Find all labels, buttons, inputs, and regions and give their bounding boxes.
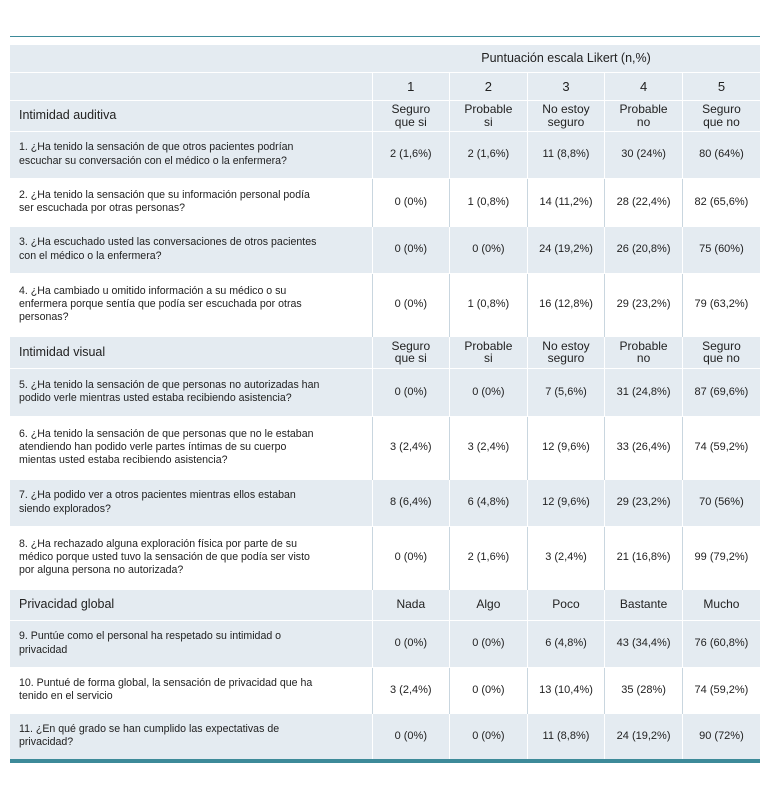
response-value: 8 (6,4%): [372, 479, 450, 526]
response-value: 3 (2,4%): [372, 416, 450, 479]
response-value: 30 (24%): [605, 131, 683, 178]
response-value: 26 (20,8%): [605, 226, 683, 273]
scale-label-line: Nada: [396, 597, 426, 612]
scale-label: [605, 589, 683, 620]
response-value: 2 (1,6%): [450, 526, 528, 589]
question-line: 8. ¿Ha rechazado alguna exploración física por parte de su: [19, 537, 297, 550]
question-text: [10, 667, 372, 713]
response-value: 0 (0%): [372, 226, 450, 273]
response-value: 3 (2,4%): [372, 667, 450, 713]
scale-label: [682, 336, 760, 368]
response-value: 7 (5,6%): [527, 368, 605, 416]
response-value: 43 (34,4%): [605, 620, 683, 667]
question-line: siendo explorados?: [19, 502, 111, 515]
table-row: [10, 416, 760, 479]
response-value: 11 (8,8%): [527, 713, 605, 759]
scale-label-line: Seguro: [391, 338, 431, 353]
response-value: 21 (16,8%): [605, 526, 683, 589]
response-value: 24 (19,2%): [527, 226, 605, 273]
header-numbers-row: [10, 72, 760, 100]
scale-label-line: Probable: [464, 338, 513, 353]
question-text: [10, 273, 372, 336]
question-text: [10, 131, 372, 178]
header-title-row: [10, 45, 760, 72]
question-line: 9. Puntúe como el personal ha respetado su intimidad o: [19, 630, 282, 643]
scale-label: [527, 100, 605, 131]
response-value: 33 (26,4%): [605, 416, 683, 479]
scale-number-3: 3: [527, 72, 605, 100]
section-title: Intimidad visual: [10, 336, 372, 368]
scale-label-line: Algo: [476, 597, 501, 612]
response-value: 12 (9,6%): [527, 416, 605, 479]
question-text: [10, 226, 372, 273]
response-value: 12 (9,6%): [527, 479, 605, 526]
table-row: [10, 368, 760, 416]
likert-table: [10, 37, 760, 759]
scale-label-line: Seguro: [702, 102, 741, 116]
scale-number-2: 2: [450, 72, 528, 100]
scale-label-line: que si: [394, 114, 427, 129]
bottom-rule: [10, 759, 760, 763]
response-value: 0 (0%): [372, 620, 450, 667]
scale-label-line: que si: [394, 351, 427, 365]
scale-label-line: seguro: [547, 114, 585, 129]
response-value: 0 (0%): [450, 620, 528, 667]
scale-label-line: si: [484, 114, 493, 129]
response-value: 0 (0%): [372, 526, 450, 589]
response-value: 0 (0%): [450, 226, 528, 273]
question-text: [10, 479, 372, 526]
question-line: 7. ¿Ha podido ver a otros pacientes mientras ellos estaban: [19, 489, 296, 502]
question-text: [10, 368, 372, 416]
question-line: 1. ¿Ha tenido la sensación de que otros pacientes podrían: [19, 141, 294, 154]
scale-label: [450, 589, 528, 620]
scale-label-line: si: [484, 351, 493, 365]
question-line: escuchar su conversación con el médico o la enfermera?: [19, 154, 287, 167]
table-row: [10, 526, 760, 589]
response-value: 99 (79,2%): [682, 526, 760, 589]
response-value: 29 (23,2%): [605, 273, 683, 336]
table-row: [10, 713, 760, 759]
question-line: tenido en el servicio: [19, 690, 113, 702]
response-value: 14 (11,2%): [527, 178, 605, 226]
question-text: [10, 416, 372, 479]
response-value: 2 (1,6%): [372, 131, 450, 178]
scale-number-1: 1: [372, 72, 450, 100]
response-value: 87 (69,6%): [682, 368, 760, 416]
header-title: Puntuación escala Likert (n,%): [481, 50, 651, 65]
section-header-row: [10, 336, 760, 368]
question-line: 6. ¿Ha tenido la sensación de que personas que no le estaban: [19, 427, 314, 440]
question-line: 10. Puntué de forma global, la sensación de privacidad que ha: [19, 676, 313, 689]
question-line: 4. ¿Ha cambiado u omitido información a su médico o su: [19, 284, 287, 297]
question-line: por alguna persona no autorizada?: [19, 564, 184, 577]
scale-label: [450, 336, 528, 368]
scale-label-line: no: [636, 114, 651, 129]
question-line: 11. ¿En qué grado se han cumplido las expectativas de: [19, 722, 280, 735]
response-value: 0 (0%): [450, 667, 528, 713]
question-line: privacidad?: [19, 736, 74, 749]
response-value: 3 (2,4%): [450, 416, 528, 479]
question-line: ser escuchada por otras personas?: [19, 202, 186, 214]
scale-label-line: No estoy: [542, 338, 590, 353]
scale-label: [372, 589, 450, 620]
question-line: 2. ¿Ha tenido la sensación que su información personal podía: [19, 188, 310, 201]
response-value: 1 (0,8%): [450, 178, 528, 226]
response-value: 29 (23,2%): [605, 479, 683, 526]
response-value: 76 (60,8%): [682, 620, 760, 667]
scale-label: [682, 589, 760, 620]
scale-label-line: Probable: [619, 338, 668, 353]
scale-label-line: Seguro: [702, 338, 741, 353]
scale-label: [605, 336, 683, 368]
response-value: 0 (0%): [372, 368, 450, 416]
scale-label-line: Probable: [619, 102, 668, 116]
response-value: 74 (59,2%): [682, 667, 760, 713]
scale-label: [682, 100, 760, 131]
table-row: [10, 273, 760, 336]
response-value: 3 (2,4%): [527, 526, 605, 589]
table-row: [10, 226, 760, 273]
question-line: con el médico o la enfermera?: [19, 249, 162, 262]
question-line: podido verle mientras usted estaba recibiendo asistencia?: [19, 392, 292, 404]
response-value: 0 (0%): [372, 178, 450, 226]
scale-label-line: Mucho: [703, 597, 740, 612]
scale-label-line: seguro: [547, 351, 585, 365]
table-row: [10, 620, 760, 667]
response-value: 80 (64%): [682, 131, 760, 178]
response-value: 35 (28%): [605, 667, 683, 713]
scale-label: [605, 100, 683, 131]
section-header-row: [10, 589, 760, 620]
scale-label: [527, 336, 605, 368]
scale-label-line: que no: [703, 351, 740, 365]
section-title: Intimidad auditiva: [10, 100, 372, 131]
response-value: 6 (4,8%): [527, 620, 605, 667]
question-text: [10, 526, 372, 589]
scale-label: [450, 100, 528, 131]
scale-label: [372, 336, 450, 368]
section-header-row: [10, 100, 760, 131]
question-text: [10, 713, 372, 759]
response-value: 2 (1,6%): [450, 131, 528, 178]
response-value: 70 (56%): [682, 479, 760, 526]
response-value: 16 (12,8%): [527, 273, 605, 336]
table-row: [10, 131, 760, 178]
response-value: 0 (0%): [372, 713, 450, 759]
response-value: 0 (0%): [450, 713, 528, 759]
scale-label-line: no: [636, 351, 651, 365]
scale-label-line: Bastante: [619, 597, 668, 612]
question-line: atendiendo han podido verle partes íntimas de su cuerpo: [19, 440, 287, 453]
question-line: 5. ¿Ha tenido la sensación de que personas no autorizadas han: [19, 378, 320, 391]
question-line: personas?: [19, 311, 69, 324]
question-line: mientas usted estaba recibiendo asistencia?: [19, 454, 228, 467]
scale-label-line: Seguro: [391, 102, 431, 116]
response-value: 0 (0%): [450, 368, 528, 416]
question-line: médico porque usted tuvo la sensación de que podía ser visto: [19, 550, 310, 563]
response-value: 0 (0%): [372, 273, 450, 336]
scale-label: [527, 589, 605, 620]
response-value: 6 (4,8%): [450, 479, 528, 526]
scale-label-line: que no: [703, 114, 740, 129]
response-value: 13 (10,4%): [527, 667, 605, 713]
question-text: [10, 620, 372, 667]
response-value: 74 (59,2%): [682, 416, 760, 479]
scale-label: [372, 100, 450, 131]
response-value: 1 (0,8%): [450, 273, 528, 336]
section-title: Privacidad global: [10, 589, 372, 620]
response-value: 24 (19,2%): [605, 713, 683, 759]
response-value: 90 (72%): [682, 713, 760, 759]
table-row: [10, 178, 760, 226]
scale-label-line: Poco: [552, 597, 580, 612]
question-line: privacidad: [19, 643, 68, 656]
scale-label-line: No estoy: [542, 102, 590, 116]
response-value: 75 (60%): [682, 226, 760, 273]
scale-label-line: Probable: [464, 102, 513, 116]
response-value: 11 (8,8%): [527, 131, 605, 178]
response-value: 31 (24,8%): [605, 368, 683, 416]
question-text: [10, 178, 372, 226]
question-line: 3. ¿Ha escuchado usted las conversaciones de otros pacientes: [19, 236, 317, 249]
response-value: 79 (63,2%): [682, 273, 760, 336]
scale-number-5: 5: [682, 72, 760, 100]
response-value: 28 (22,4%): [605, 178, 683, 226]
question-line: enfermera porque sentía que podía ser escuchada por otras: [19, 297, 302, 310]
likert-table-container: [10, 36, 760, 763]
response-value: 82 (65,6%): [682, 178, 760, 226]
scale-number-4: 4: [605, 72, 683, 100]
table-row: [10, 667, 760, 713]
table-row: [10, 479, 760, 526]
